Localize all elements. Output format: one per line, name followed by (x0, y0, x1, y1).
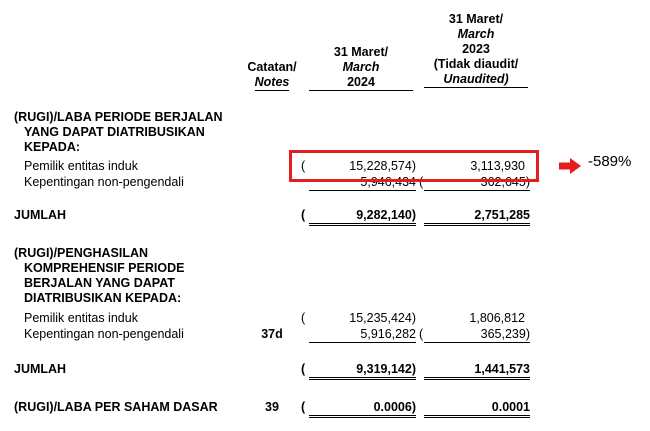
header-2024-line2: March (342, 60, 380, 74)
section2-row1-label: Pemilik entitas induk (24, 311, 138, 325)
header-col-2024 (309, 45, 413, 91)
highlight-box (289, 150, 539, 182)
eps-open-paren: ( (301, 400, 306, 414)
arrow-right-icon (559, 158, 581, 174)
section2-title (14, 246, 184, 306)
section1-total-value-2024: 9,282,140) (309, 208, 416, 226)
section2-title-line2: KOMPREHENSIF PERIODE (24, 261, 185, 275)
section2-title-line4: DIATRIBUSIKAN KEPADA: (24, 291, 182, 305)
header-2023-line3: 2023 (462, 42, 490, 56)
section2-row2-label: Kepentingan non-pengendali (24, 327, 184, 341)
section1-row1-label: Pemilik entitas induk (24, 159, 138, 173)
section1-row1-value-2024: 15,228,574) (349, 159, 416, 173)
header-col-2023 (424, 12, 528, 88)
section2-total-label: JUMLAH (14, 362, 67, 376)
change-callout: -589% (588, 153, 632, 170)
section1-row2-open-paren: ( (419, 175, 424, 189)
section1-total-label: JUMLAH (14, 208, 67, 222)
section2-row1-value-2024: 15,235,424) (349, 311, 416, 325)
section1-row2-value-2024: 5,946,434 (309, 175, 416, 191)
section2-row2-note: 37d (261, 327, 283, 341)
section2-title-line1: (RUGI)/PENGHASILAN (14, 246, 149, 260)
section1-total-value-2023: 2,751,285 (424, 208, 530, 226)
header-2024-line3: 2024 (309, 75, 413, 91)
section1-title-line3: KEPADA: (24, 140, 81, 154)
section1-title (14, 110, 223, 155)
eps-note: 39 (265, 400, 279, 414)
section2-total-open-paren: ( (301, 362, 306, 376)
section2-row1-value-2023: 1,806,812 (469, 311, 525, 325)
section1-row1-open-paren: ( (301, 159, 306, 173)
section2-total-value-2024: 9,319,142) (309, 362, 416, 380)
header-notes-line2: Notes (254, 75, 290, 89)
header-notes-line1: Catatan/ (247, 60, 297, 74)
section2-total-value-2023: 1,441,573 (424, 362, 530, 380)
header-2023-line4: (Tidak diaudit/ (433, 57, 519, 71)
eps-value-2024: 0.0006) (309, 400, 416, 418)
eps-label: (RUGI)/LABA PER SAHAM DASAR (14, 400, 218, 414)
section2-title-line3: BERJALAN YANG DAPAT (24, 276, 175, 290)
eps-value-2023: 0.0001 (424, 400, 530, 418)
section1-title-line1: (RUGI)/LABA PERIODE BERJALAN (14, 110, 223, 124)
header-2023-line1: 31 Maret/ (448, 12, 504, 26)
section2-row2-open-paren: ( (419, 327, 424, 341)
section2-row1-open-paren: ( (301, 311, 306, 325)
section1-row1-value-2023: 3,113,930 (470, 159, 525, 173)
header-2024-line1: 31 Maret/ (333, 45, 389, 59)
section2-row2-value-2024: 5,916,282 (309, 327, 416, 343)
section1-title-line2: YANG DAPAT DIATRIBUSIKAN (24, 125, 205, 139)
section2-row2-value-2023: 365,239) (424, 327, 530, 343)
section1-row2-label: Kepentingan non-pengendali (24, 175, 184, 189)
section1-row2-value-2023: 362,645) (424, 175, 530, 191)
section1-total-open-paren: ( (301, 208, 306, 222)
header-2023-line2: March (457, 27, 495, 41)
header-2023-line5: Unaudited) (443, 72, 509, 86)
header-notes (242, 60, 302, 91)
